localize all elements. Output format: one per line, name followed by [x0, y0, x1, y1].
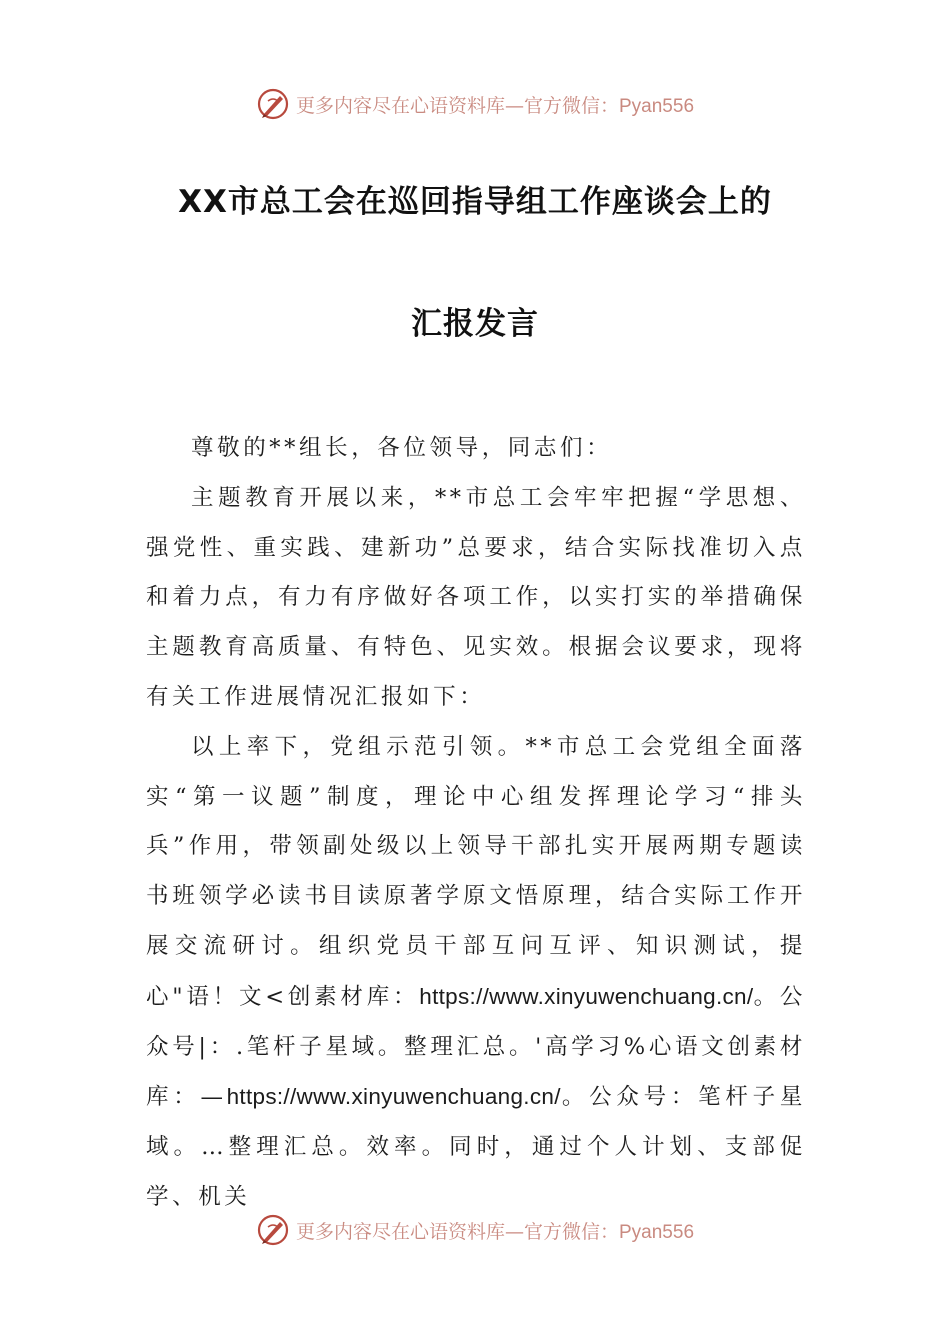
- paragraph2-part-c: 。公众号：笔杆子星域。…整理汇总。效率。同时，通过个人计划、支部促学、机关: [146, 1084, 806, 1210]
- watermark-banner-bottom: [0, 1210, 950, 1250]
- document-title-line2: 汇报发言: [411, 306, 539, 342]
- watermark-text-bottom: [296, 1217, 694, 1244]
- body-paragraph-1: 主题教育开展以来，**市总工会牢牢把握“学思想、强党性、重实践、建新功”总要求，结合实际找准切入点和着力点，有力有序做好各项工作，以实打实的举措确保主题教育高质量、有特色、见实效。根据会议要求，现将有关工作进展情况汇报如下：: [146, 484, 806, 710]
- document-title-line1: XX市总工会在巡回指导组工作座谈会上的: [178, 184, 772, 220]
- salutation-paragraph: 尊敬的**组长，各位领导，同志们：: [191, 435, 613, 461]
- watermark-label: 更多内容尽在心语资料库—官方微信：: [295, 94, 619, 117]
- watermark-text: [296, 91, 694, 118]
- paragraph2-part-b: 。公众号|：.笔杆子星域。整理汇总。'高学习%心语文创素材库：—: [146, 983, 806, 1111]
- url-link-2: https://www.xinyuwenchuang.cn/: [226, 1084, 561, 1110]
- watermark-wechat-id: Pyan556: [619, 95, 695, 117]
- watermark-label-bottom: 更多内容尽在心语资料库—官方微信：: [295, 1220, 619, 1243]
- document-body: [146, 424, 806, 1223]
- watermark-content: [256, 87, 694, 121]
- body-paragraph-2: [146, 723, 806, 1223]
- pen-logo-icon: [256, 1213, 290, 1247]
- watermark-banner-top: [0, 84, 950, 124]
- paragraph2-part-a: 以上率下，党组示范引领。**市总工会党组全面落实“第一议题”制度，理论中心组发挥理论学习“排头兵”作用，带领副处级以上领导干部扎实开展两期专题读书班领学必读书目读原著学原文悟原理，结合实际工作开展交流研讨。组织党员干部互问互评、知识测试，提心"语！文<创素材库：: [146, 733, 806, 1010]
- watermark-wechat-id-bottom: Pyan556: [619, 1221, 695, 1243]
- pen-logo-icon: [256, 87, 290, 121]
- url-link-1: https://www.xinyuwenchuang.cn/: [419, 983, 754, 1009]
- watermark-content-bottom: [256, 1213, 694, 1247]
